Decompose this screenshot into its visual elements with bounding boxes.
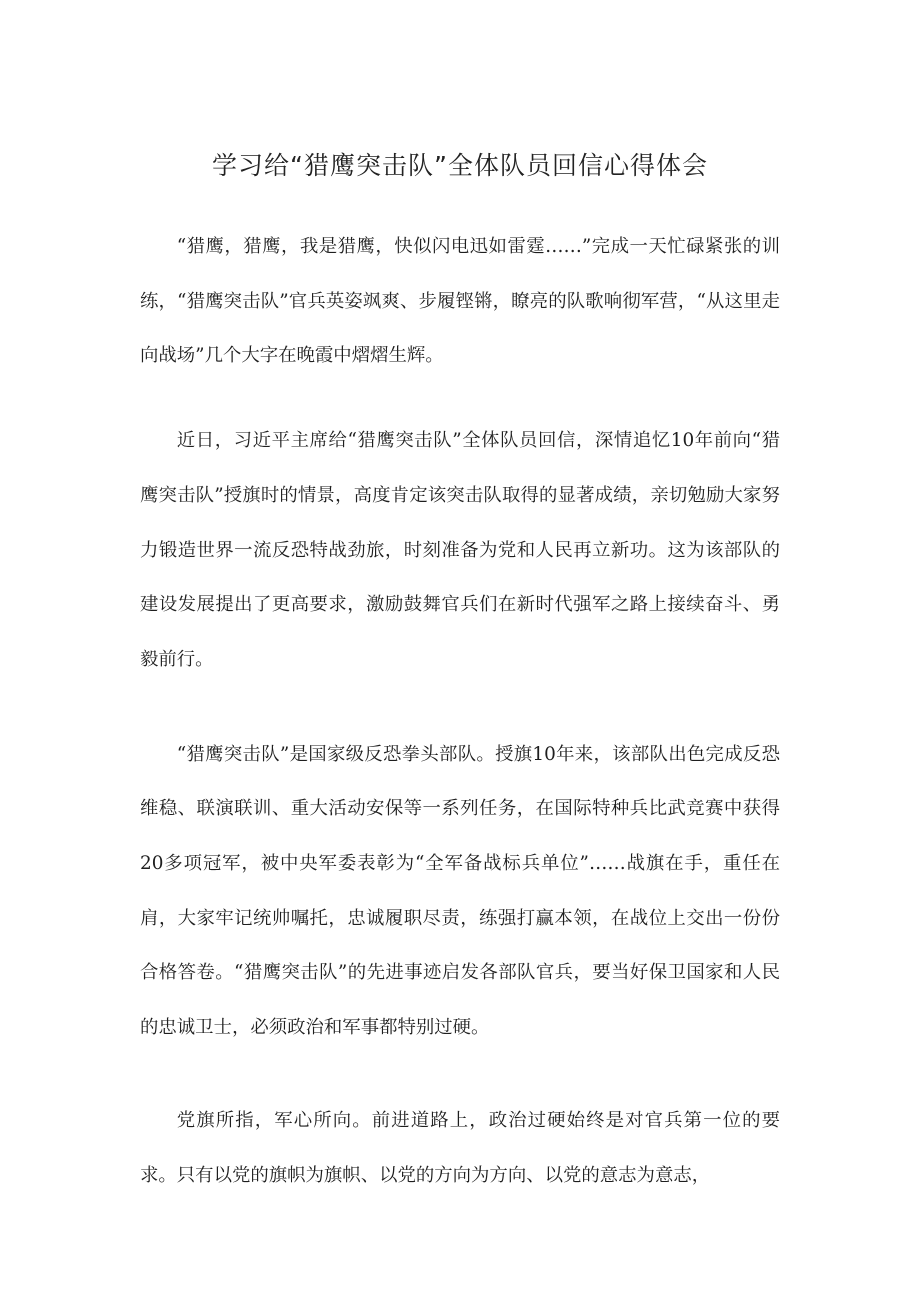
paragraph: “猎鹰，猎鹰，我是猎鹰，快似闪电迅如雷霆……”完成一天忙碌紧张的训练，“猎鹰突击队”官兵英姿飒爽、步履铿锵，瞭亮的队歌响彻军营，“从这里走向战场”几个大字在晚霞中熠熠生辉。 bbox=[140, 236, 780, 367]
document-title: 学习给“猎鹰突击队”全体队员回信心得体会 bbox=[212, 151, 708, 180]
paragraph: “猎鹰突击队”是国家级反恐拳头部队。授旗10年来，该部队出色完成反恐维稳、联演联训、重大活动安保等一系列任务，在国际特种兵比武竞赛中获得20多项冠军，被中央军委表彰为“全军备战标兵单位”……战旗在手，重任在肩，大家牢记统帅嘱托，忠诚履职尽责，练强打赢本领，在战位上交出一份份合格答卷。“猎鹰突击队”的先进事迹启发各部队官兵，要当好保卫国家和人民的忠诚卫士，必须政治和军事都特别过硬。 bbox=[140, 743, 780, 1039]
document-body bbox=[140, 220, 780, 1241]
paragraph: 党旗所指，军心所向。前进道路上，政治过硬始终是对官兵第一位的要求。只有以党的旗帜为旗帜、以党的方向为方向、以党的意志为意志， bbox=[140, 1109, 780, 1186]
paragraph: 近日，习近平主席给“猎鹰突击队”全体队员回信，深情追忆10年前向“猎鹰突击队”授旗时的情景，高度肯定该突击队取得的显著成绩，亲切勉励大家努力锻造世界一流反恐特战劲旅，时刻准备为党和人民再立新功。这为该部队的建设发展提出了更高要求，激励鼓舞官兵们在新时代强军之路上接续奋斗、勇毅前行。 bbox=[140, 430, 780, 670]
